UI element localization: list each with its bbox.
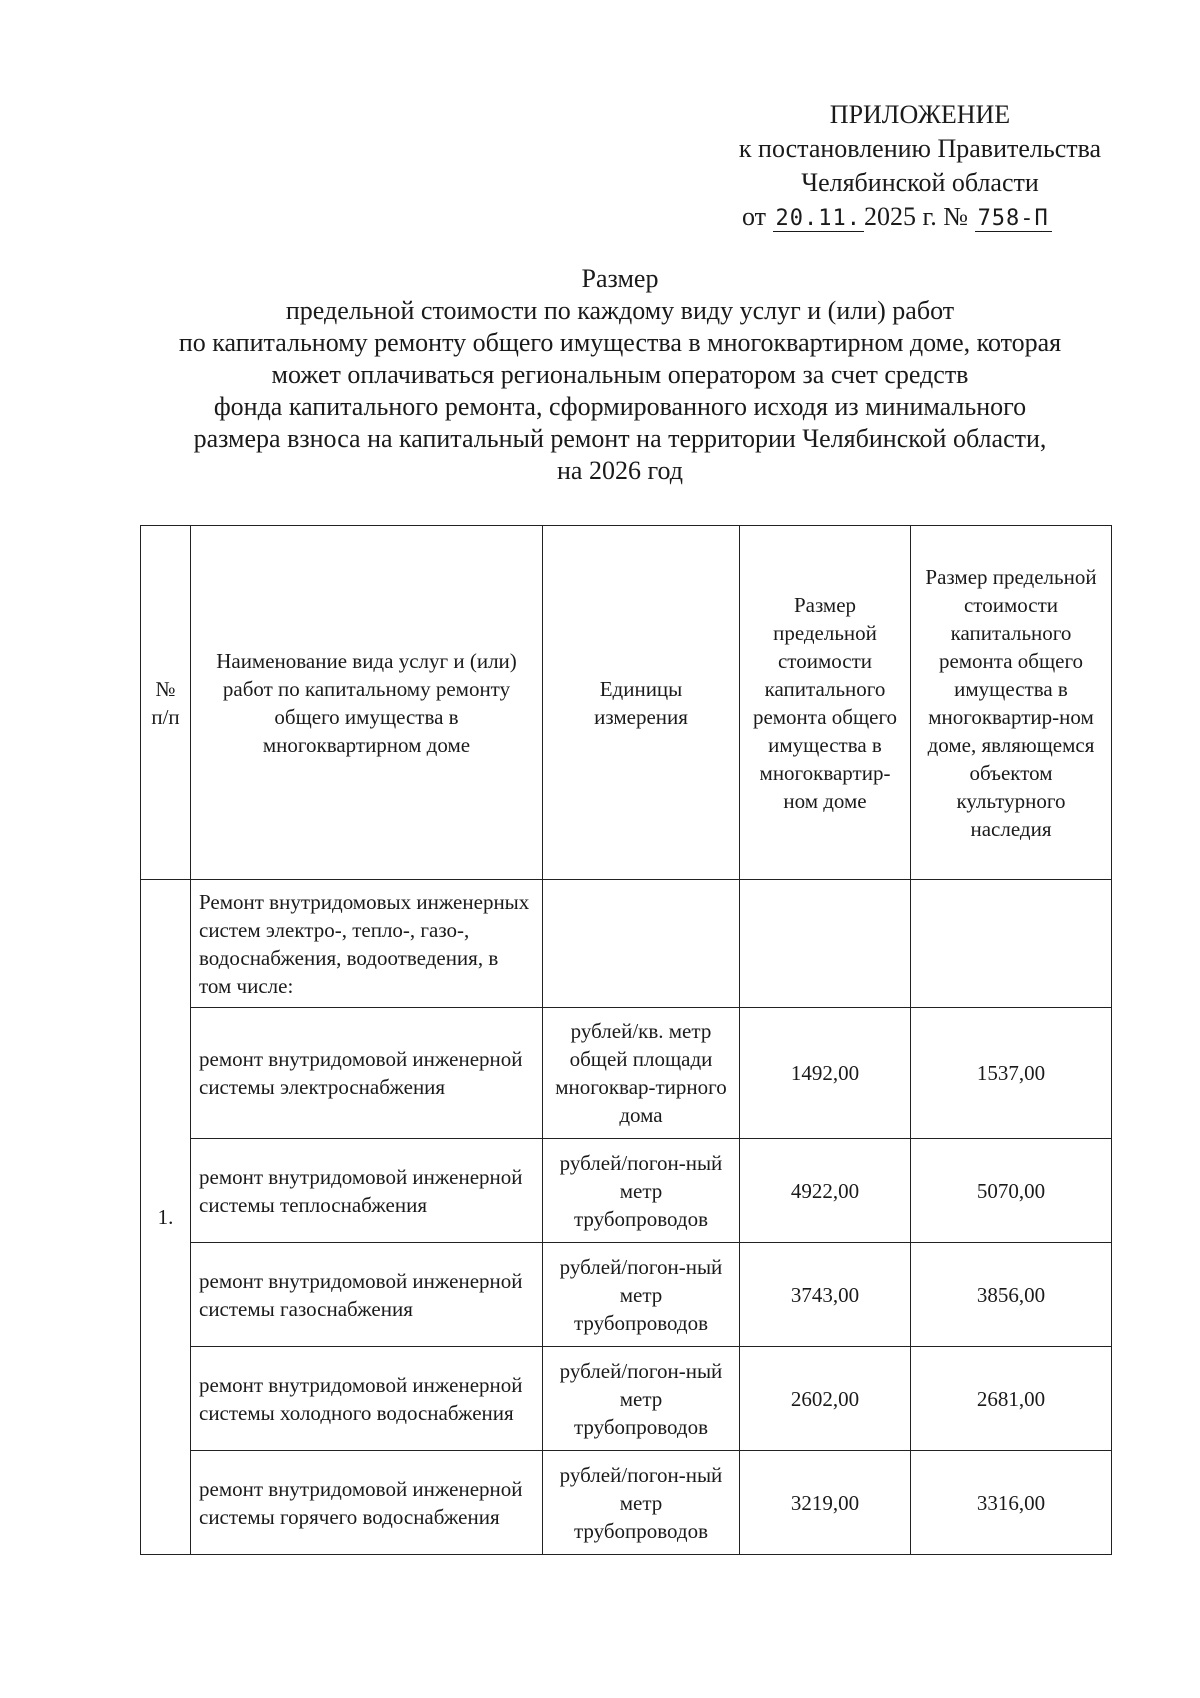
row-name: ремонт внутридомовой инженерной системы газоснабжения	[191, 1243, 543, 1347]
table-row	[141, 1139, 1112, 1243]
group-number: 1.	[141, 880, 191, 1555]
row-cost: 4922,00	[740, 1139, 911, 1243]
empty-cell	[543, 880, 740, 1008]
decree-number: 758-П	[975, 206, 1052, 232]
row-unit: рублей/погон-ный метр трубопроводов	[543, 1347, 740, 1451]
header-name: Наименование вида услуг и (или) работ по капитальному ремонту общего имущества в многоквартирном доме	[191, 526, 543, 880]
header-cost: Размер предельной стоимости капитального ремонта общего имущества в многоквартир-ном доме	[740, 526, 911, 880]
row-cost: 1492,00	[740, 1008, 911, 1139]
title-line-1: Размер	[581, 264, 659, 293]
table-row	[141, 1451, 1112, 1555]
table-row-group	[141, 880, 1112, 1008]
row-cost-heritage: 2681,00	[911, 1347, 1112, 1451]
title-line-2: предельной стоимости по каждому виду услуг и (или) работ	[285, 296, 955, 325]
row-unit: рублей/кв. метр общей площади многоквар-тирного дома	[543, 1008, 740, 1139]
table-row	[141, 1243, 1112, 1347]
header-cost-heritage: Размер предельной стоимости капитального ремонта общего имущества в многоквартир-ном доме, являющемся объектом культурного наследия	[911, 526, 1112, 880]
title-line-3: по капитальному ремонту общего имущества в многоквартирном доме, которая	[178, 328, 1062, 357]
row-name: ремонт внутридомовой инженерной системы холодного водоснабжения	[191, 1347, 543, 1451]
table-header-row	[141, 526, 1112, 880]
date-prefix: от	[742, 202, 767, 231]
row-unit: рублей/погон-ный метр трубопроводов	[543, 1451, 740, 1555]
document-title	[100, 263, 1140, 487]
row-unit: рублей/погон-ный метр трубопроводов	[543, 1139, 740, 1243]
row-cost-heritage: 3856,00	[911, 1243, 1112, 1347]
appendix-date-line	[700, 200, 1140, 236]
row-name: ремонт внутридомовой инженерной системы теплоснабжения	[191, 1139, 543, 1243]
appendix-region-line: Челябинской области	[801, 168, 1039, 197]
decree-date: 20.11.	[773, 206, 864, 232]
appendix-heading: ПРИЛОЖЕНИЕ	[829, 100, 1011, 129]
empty-cell	[740, 880, 911, 1008]
group-title: Ремонт внутридомовых инженерных систем электро-, тепло-, газо-, водоснабжения, водоотведения, в том числе:	[191, 880, 543, 1008]
title-line-7: на 2026 год	[557, 456, 683, 485]
row-cost: 3743,00	[740, 1243, 911, 1347]
table-row	[141, 1347, 1112, 1451]
table-row	[141, 1008, 1112, 1139]
row-unit: рублей/погон-ный метр трубопроводов	[543, 1243, 740, 1347]
row-cost: 3219,00	[740, 1451, 911, 1555]
header-unit: Единицы измерения	[543, 526, 740, 880]
decree-year: 2025 г. №	[864, 202, 969, 231]
header-num: № п/п	[141, 526, 191, 880]
title-line-4: может оплачиваться региональным оператором за счет средств	[271, 360, 969, 389]
cost-table	[140, 525, 1112, 1555]
row-cost-heritage: 3316,00	[911, 1451, 1112, 1555]
row-cost-heritage: 1537,00	[911, 1008, 1112, 1139]
row-cost-heritage: 5070,00	[911, 1139, 1112, 1243]
row-name: ремонт внутридомовой инженерной системы горячего водоснабжения	[191, 1451, 543, 1555]
row-cost: 2602,00	[740, 1347, 911, 1451]
appendix-block	[700, 98, 1140, 236]
title-line-5: фонда капитального ремонта, сформированного исходя из минимального	[213, 392, 1027, 421]
row-name: ремонт внутридомовой инженерной системы электроснабжения	[191, 1008, 543, 1139]
empty-cell	[911, 880, 1112, 1008]
title-line-6: размера взноса на капитальный ремонт на территории Челябинской области,	[193, 424, 1047, 453]
appendix-decree-line: к постановлению Правительства	[738, 134, 1102, 163]
